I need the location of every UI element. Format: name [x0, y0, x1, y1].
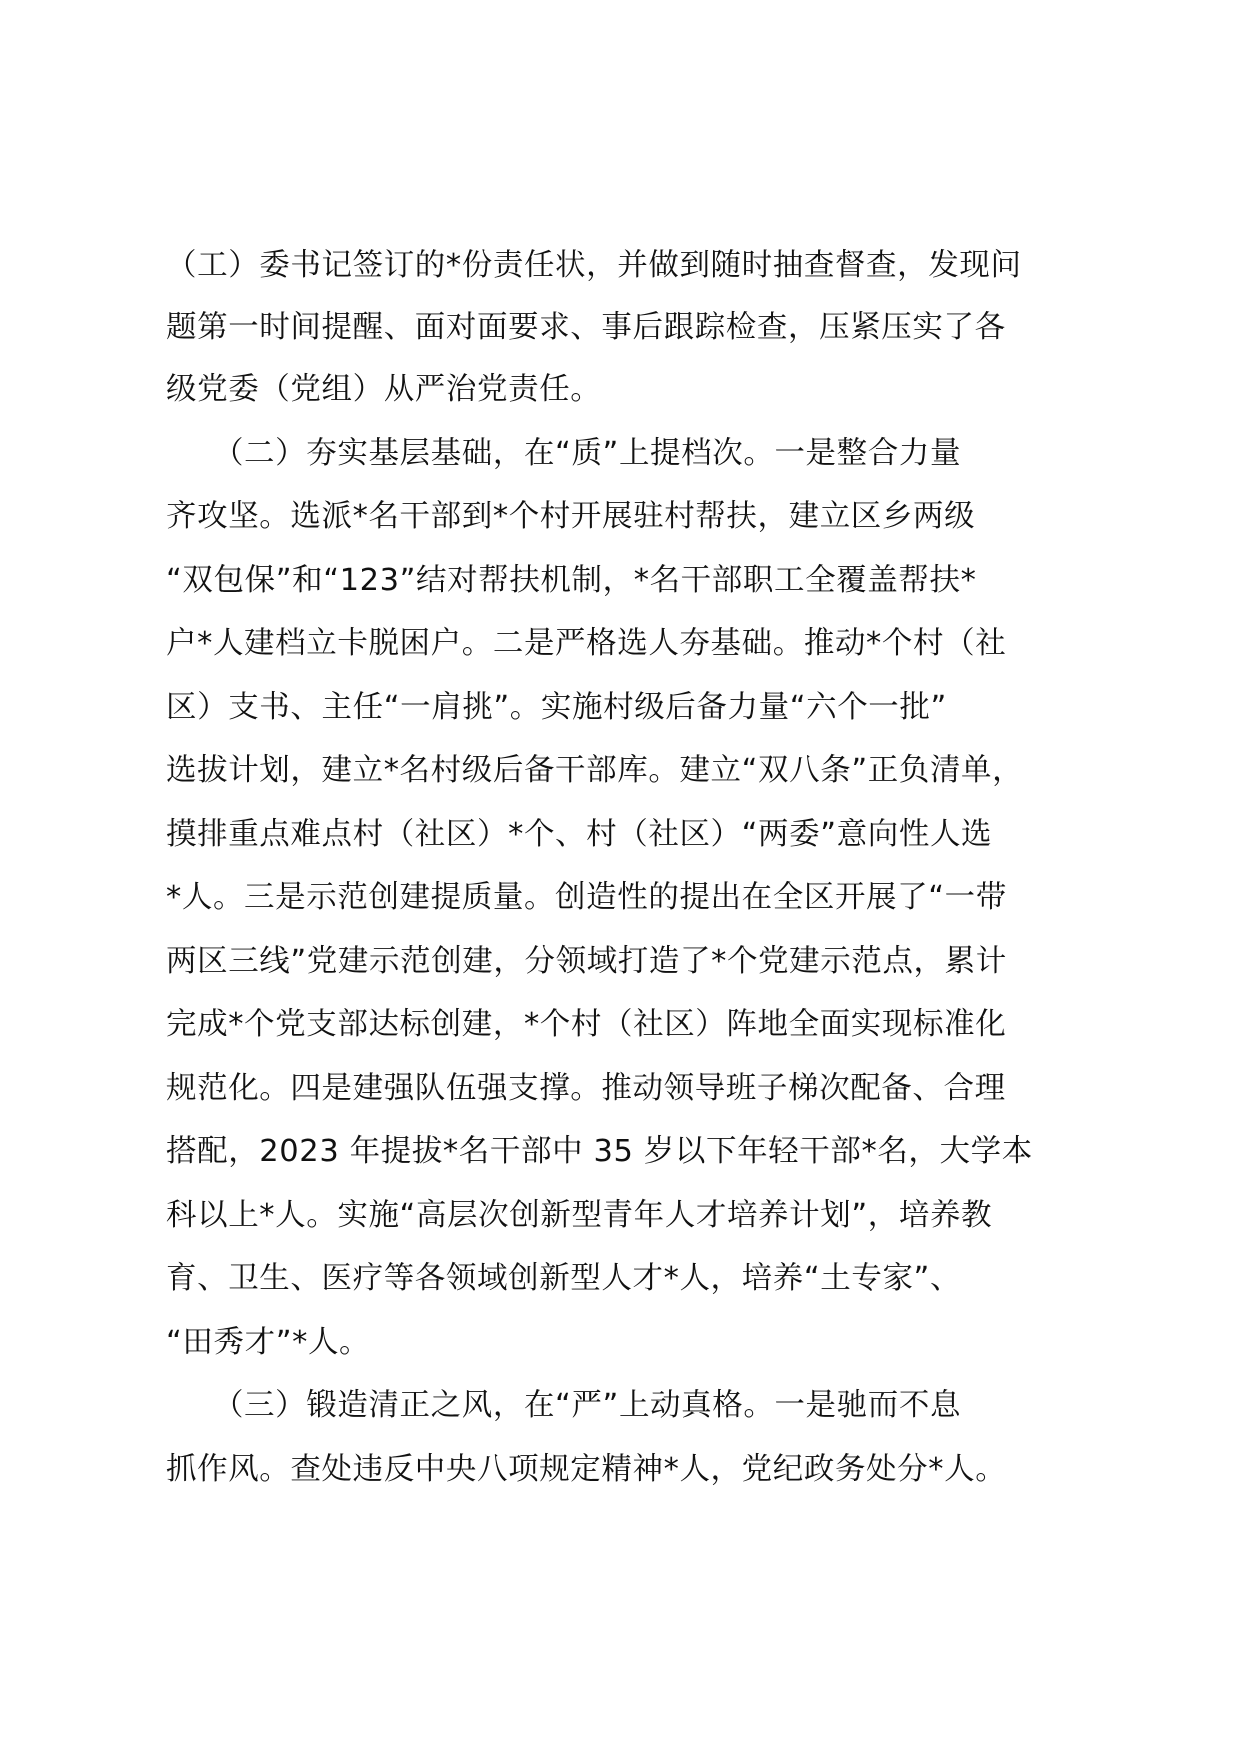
- text-line: 齐攻坚。选派*名干部到*个村开展驻村帮扶，建立区乡两级: [166, 499, 976, 534]
- text-line: 完成*个党支部达标创建，*个村（社区）阵地全面实现标准化: [166, 1007, 1007, 1042]
- text-line: “双包保”和“123”结对帮扶机制，*名干部职工全覆盖帮扶*: [166, 563, 977, 598]
- text-line: 摸排重点难点村（社区）*个、村（社区）“两委”意向性人选: [166, 817, 993, 852]
- text-line: 区）支书、主任“一肩挑”。实施村级后备力量“六个一批”: [166, 690, 947, 725]
- text-line: *人。三是示范创建提质量。创造性的提出在全区开展了“一带: [166, 880, 1007, 915]
- text-line: 搭配，2023 年提拔*名干部中 35 岁以下年轻干部*名，大学本: [166, 1134, 1033, 1169]
- text-line: 科以上*人。实施“高层次创新型青年人才培养计划”，培养教: [166, 1198, 993, 1233]
- text-line: 规范化。四是建强队伍强支撑。推动领导班子梯次配备、合理: [166, 1071, 1006, 1106]
- text-line: “田秀才”*人。: [166, 1325, 371, 1360]
- text-line: 抓作风。查处违反中央八项规定精神*人，党纪政务处分*人。: [166, 1452, 1007, 1487]
- text-line: （三）锻造清正之风，在“严”上动真格。一是驰而不息: [166, 1388, 962, 1423]
- text-line: 题第一时间提醒、面对面要求、事后跟踪检查，压紧压实了各: [166, 310, 1006, 345]
- text-line: 两区三线”党建示范创建，分领域打造了*个党建示范点，累计: [166, 944, 1007, 979]
- text-line: 级党委（党组）从严治党责任。: [166, 372, 602, 407]
- text-line: 育、卫生、医疗等各领域创新型人才*人，培养“土专家”、: [166, 1261, 962, 1296]
- text-line: （工）委书记签订的*份责任状，并做到随时抽查督查，发现问: [166, 248, 1022, 283]
- text-line: 户*人建档立卡脱困户。二是严格选人夯基础。推动*个村（社: [166, 626, 1007, 661]
- text-line: 选拔计划，建立*名村级后备干部库。建立“双八条”正负清单，: [166, 753, 1024, 788]
- text-line: （二）夯实基层基础，在“质”上提档次。一是整合力量: [166, 436, 962, 471]
